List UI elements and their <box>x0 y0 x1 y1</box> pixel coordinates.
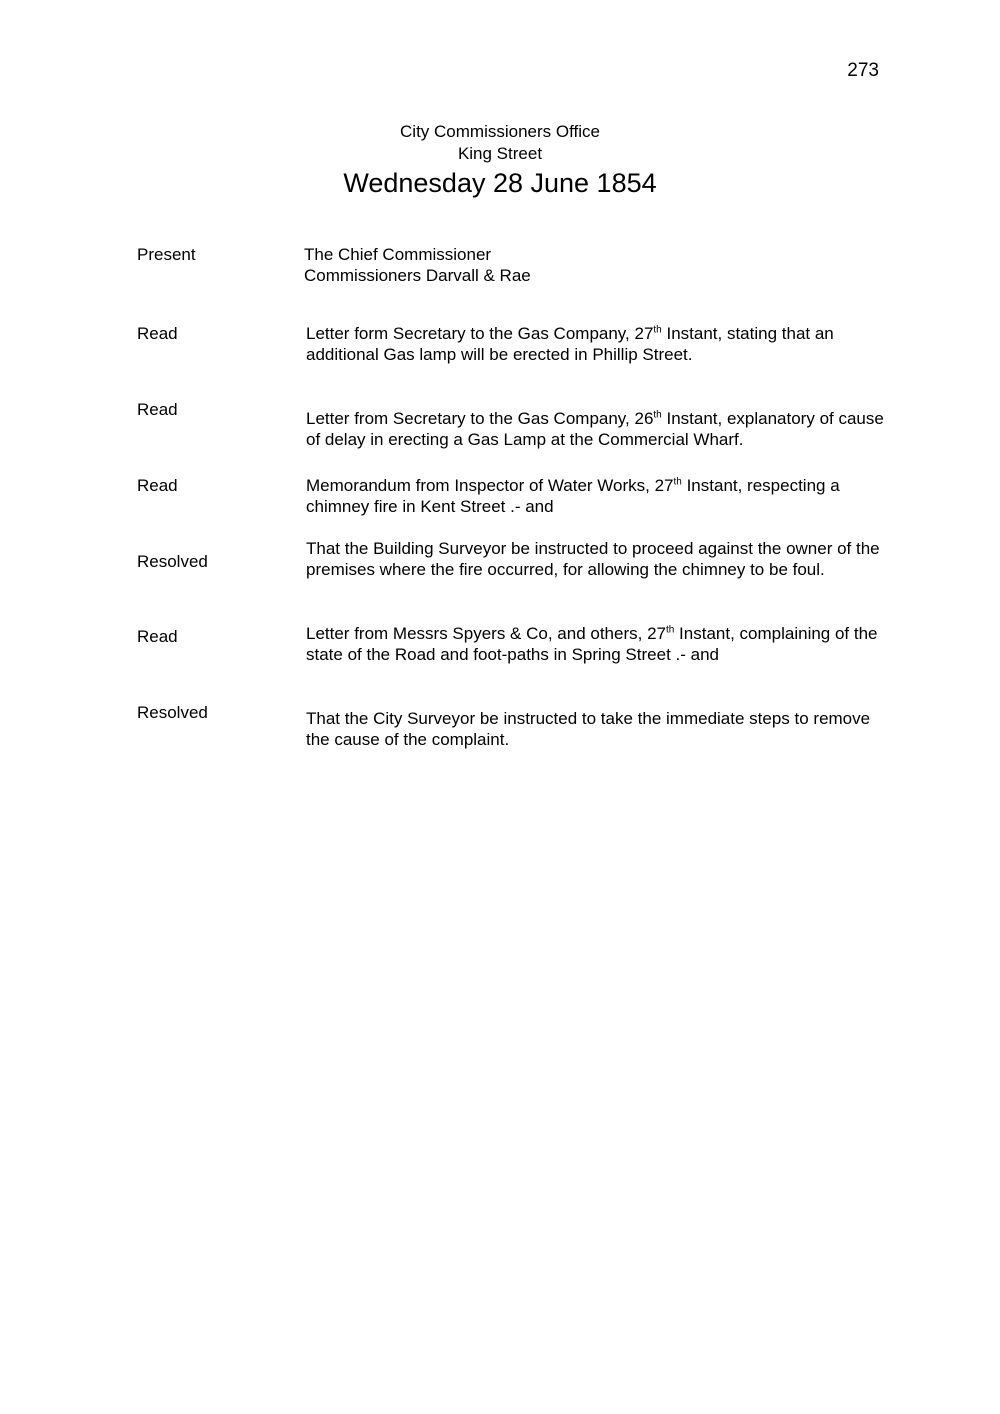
entry-6-label: Resolved <box>137 703 208 722</box>
entry-2-text <box>306 408 896 450</box>
entry-3-text-a: Memorandum from Inspector of Water Works, 27 <box>306 476 674 495</box>
entry-3-text <box>306 475 896 517</box>
entry-6-text: That the City Surveyor be instructed to take the immediate steps to remove the cause of the complaint. <box>306 709 871 749</box>
street-name: King Street <box>457 144 543 163</box>
entry-2-text-b: Instant, explanatory of cause of delay in erecting a Gas Lamp at the Commercial Wharf. <box>306 409 884 449</box>
entry-5-text-b: Instant, complaining of the state of the Road and foot-paths in Spring Street .- and <box>306 624 878 664</box>
present-member-2: Commissioners Darvall & Rae <box>304 266 531 285</box>
entry-2-text-a: Letter from Secretary to the Gas Company, 26 <box>306 409 654 428</box>
entry-1-text-a: Letter form Secretary to the Gas Company, 27 <box>306 324 654 343</box>
present-members <box>304 244 894 286</box>
page-heading <box>0 121 1000 200</box>
entry-5-text-a: Letter from Messrs Spyers & Co, and others, 27 <box>306 624 666 643</box>
entry-1-text <box>306 323 896 365</box>
office-name: City Commissioners Office <box>400 122 600 141</box>
meeting-date: Wednesday 28 June 1854 <box>343 168 657 198</box>
present-member-1: The Chief Commissioner <box>304 245 492 264</box>
entry-5-ordinal: th <box>665 624 675 636</box>
entry-1-label: Read <box>137 324 178 343</box>
present-label: Present <box>137 245 196 264</box>
entry-1-text-b: Instant, stating that an additional Gas lamp will be erected in Phillip Street. <box>306 324 834 364</box>
entry-3-text-b: Instant, respecting a chimney fire in Kent Street .- and <box>306 476 840 516</box>
entry-2-ordinal: th <box>653 409 662 421</box>
entry-4-text: That the Building Surveyor be instructed to proceed against the owner of the premises where the fire occurred, for allowing the chimney to be foul. <box>306 539 880 579</box>
entry-5-label: Read <box>137 627 178 646</box>
entry-4-label: Resolved <box>137 552 208 571</box>
entry-1-ordinal: th <box>653 324 662 336</box>
entry-3-ordinal: th <box>673 476 682 488</box>
entry-5-text <box>306 623 896 665</box>
entry-2-label: Read <box>137 400 178 419</box>
page-number: 273 <box>847 60 879 81</box>
entry-3-label: Read <box>137 476 178 495</box>
